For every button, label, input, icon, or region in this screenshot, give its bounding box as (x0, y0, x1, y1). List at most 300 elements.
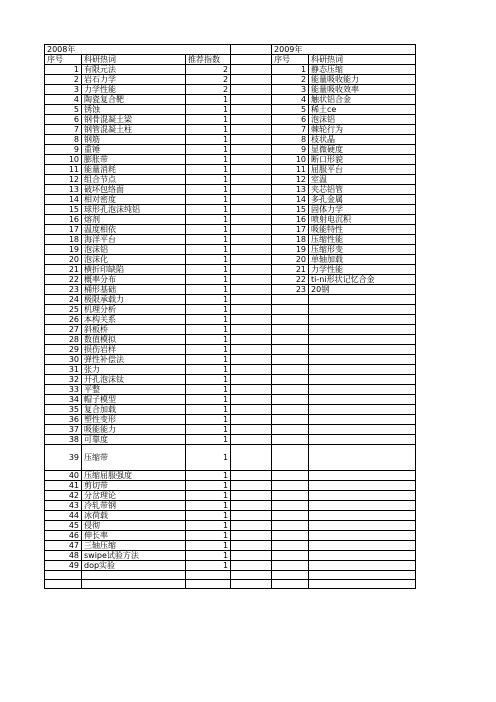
row-seq-right (272, 471, 309, 481)
row-score-left: 1 (186, 215, 231, 225)
row-term-left: 剪切带 (82, 481, 186, 491)
spacer-cell (231, 205, 272, 215)
row-seq-left: 9 (45, 145, 82, 155)
row-seq-right (272, 580, 309, 589)
row-term-right: 喷射电沉积 (309, 215, 416, 225)
row-seq-left: 26 (45, 315, 82, 325)
spacer-cell (231, 521, 272, 531)
spacer-cell (231, 215, 272, 225)
row-seq-right (272, 415, 309, 425)
spacer-cell (231, 145, 272, 155)
row-term-left: 分岔理论 (82, 491, 186, 501)
table-row (45, 275, 416, 285)
row-term-right (309, 425, 416, 435)
row-seq-left: 30 (45, 355, 82, 365)
spacer-cell (231, 571, 272, 580)
table-row (45, 205, 416, 215)
table-row (45, 580, 416, 589)
spacer-cell (231, 245, 272, 255)
row-term-right: 静态压缩 (309, 65, 416, 75)
row-score-left: 1 (186, 195, 231, 205)
row-term-right: 20钢 (309, 285, 416, 295)
table-row (45, 255, 416, 265)
row-term-left: 开孔泡沫钛 (82, 375, 186, 385)
row-seq-left: 21 (45, 265, 82, 275)
row-seq-right: 8 (272, 135, 309, 145)
table-row (45, 471, 416, 481)
row-score-left: 1 (186, 345, 231, 355)
row-score-left: 1 (186, 521, 231, 531)
table-row (45, 345, 416, 355)
row-term-left: 吸能能力 (82, 425, 186, 435)
spacer-cell (231, 501, 272, 511)
row-seq-left: 17 (45, 225, 82, 235)
row-score-left: 1 (186, 125, 231, 135)
row-seq-left: 19 (45, 245, 82, 255)
row-term-right (309, 445, 416, 471)
table-row (45, 155, 416, 165)
spacer-cell (231, 95, 272, 105)
row-score-left: 1 (186, 425, 231, 435)
spacer-cell (231, 235, 272, 245)
row-term-right (309, 315, 416, 325)
table-row (45, 551, 416, 561)
row-term-right (309, 405, 416, 415)
row-score-left: 1 (186, 551, 231, 561)
row-seq-right: 16 (272, 215, 309, 225)
table-row (45, 235, 416, 245)
row-seq-left: 38 (45, 435, 82, 445)
row-term-right (309, 551, 416, 561)
spacer-cell (231, 305, 272, 315)
spacer-cell (231, 315, 272, 325)
row-score-left: 1 (186, 561, 231, 571)
row-seq-right: 21 (272, 265, 309, 275)
row-seq-left: 10 (45, 155, 82, 165)
spacer-cell (231, 85, 272, 95)
row-term-left: 压缩屈服强度 (82, 471, 186, 481)
row-seq-right: 18 (272, 235, 309, 245)
row-seq-left: 24 (45, 295, 82, 305)
row-seq-left: 46 (45, 531, 82, 541)
row-term-right (309, 511, 416, 521)
row-term-right: ti-ni形状记忆合金 (309, 275, 416, 285)
row-score-left (186, 580, 231, 589)
row-seq-left: 8 (45, 135, 82, 145)
row-score-left: 1 (186, 541, 231, 551)
row-score-left: 1 (186, 435, 231, 445)
table-row (45, 175, 416, 185)
table-row (45, 541, 416, 551)
row-score-left: 1 (186, 155, 231, 165)
row-seq-left: 4 (45, 95, 82, 105)
row-term-left: 塑性变形 (82, 415, 186, 425)
table-row (45, 435, 416, 445)
spacer-cell (231, 105, 272, 115)
row-score-left: 1 (186, 501, 231, 511)
spacer-cell (231, 551, 272, 561)
spacer-cell (231, 185, 272, 195)
col-term-left: 科研热词 (82, 55, 186, 65)
row-term-right: 触状铝合金 (309, 95, 416, 105)
spacer-cell (231, 435, 272, 445)
row-seq-left: 22 (45, 275, 82, 285)
table-row (45, 295, 416, 305)
table-row (45, 415, 416, 425)
table-row (45, 145, 416, 155)
spacer-cell (231, 481, 272, 491)
table-row (45, 195, 416, 205)
row-seq-right: 12 (272, 175, 309, 185)
table-row (45, 501, 416, 511)
row-seq-right (272, 521, 309, 531)
row-term-right (309, 580, 416, 589)
table-row (45, 115, 416, 125)
table-row (45, 285, 416, 295)
header-row (45, 55, 416, 65)
row-term-left: 膨胀带 (82, 155, 186, 165)
row-seq-right: 13 (272, 185, 309, 195)
spacer-cell (231, 55, 272, 65)
table-row (45, 265, 416, 275)
row-seq-right: 19 (272, 245, 309, 255)
row-score-left: 1 (186, 395, 231, 405)
row-term-left (82, 571, 186, 580)
row-seq-right: 23 (272, 285, 309, 295)
table-row (45, 325, 416, 335)
row-term-right: 稀土ce (309, 105, 416, 115)
row-term-left: swipe试验方法 (82, 551, 186, 561)
keyword-sheet (44, 44, 415, 589)
spacer-cell (231, 155, 272, 165)
row-term-left: 组合节点 (82, 175, 186, 185)
spacer-cell (231, 580, 272, 589)
row-score-left: 1 (186, 275, 231, 285)
row-seq-right (272, 551, 309, 561)
row-score-left: 1 (186, 105, 231, 115)
spacer-cell (231, 425, 272, 435)
row-term-left: 平整 (82, 385, 186, 395)
row-term-left: 海洋平台 (82, 235, 186, 245)
row-seq-left: 33 (45, 385, 82, 395)
table-row (45, 531, 416, 541)
spacer-cell (231, 65, 272, 75)
spacer-cell (231, 385, 272, 395)
spacer-cell (231, 395, 272, 405)
row-term-left: 本构关系 (82, 315, 186, 325)
row-term-left: 弹性补偿法 (82, 355, 186, 365)
row-term-left: 压缩带 (82, 445, 186, 471)
row-score-left: 1 (186, 375, 231, 385)
row-term-left: 概率分布 (82, 275, 186, 285)
row-seq-left: 18 (45, 235, 82, 245)
table-row (45, 521, 416, 531)
spacer-cell (231, 491, 272, 501)
table-row (45, 405, 416, 415)
row-score-left: 1 (186, 405, 231, 415)
row-term-left: 岩石力学 (82, 75, 186, 85)
spacer-cell (231, 115, 272, 125)
row-score-left: 1 (186, 415, 231, 425)
row-term-left: 冷轧带钢 (82, 501, 186, 511)
spacer-cell (231, 195, 272, 205)
row-term-right (309, 571, 416, 580)
row-score-left: 1 (186, 165, 231, 175)
row-score-left: 1 (186, 115, 231, 125)
row-term-right (309, 345, 416, 355)
row-seq-right (272, 365, 309, 375)
row-term-left: 相对密度 (82, 195, 186, 205)
row-term-right (309, 385, 416, 395)
spacer-cell (231, 415, 272, 425)
row-seq-right (272, 501, 309, 511)
row-seq-right (272, 305, 309, 315)
table-row (45, 105, 416, 115)
row-score-left: 1 (186, 185, 231, 195)
row-seq-left: 49 (45, 561, 82, 571)
row-seq-right: 14 (272, 195, 309, 205)
spacer-cell (231, 365, 272, 375)
row-term-left: 斜板桥 (82, 325, 186, 335)
row-seq-left: 16 (45, 215, 82, 225)
row-seq-left: 40 (45, 471, 82, 481)
row-seq-right (272, 325, 309, 335)
row-term-left: dop实验 (82, 561, 186, 571)
row-term-left: 有限元法 (82, 65, 186, 75)
row-score-left (186, 571, 231, 580)
row-score-left: 1 (186, 205, 231, 215)
row-term-left: 钢骨混凝土梁 (82, 115, 186, 125)
row-seq-left: 48 (45, 551, 82, 561)
row-score-left: 1 (186, 355, 231, 365)
row-seq-right (272, 445, 309, 471)
row-term-left: 损伤岩样 (82, 345, 186, 355)
row-seq-right (272, 541, 309, 551)
col-seq-left: 序号 (45, 55, 82, 65)
row-seq-left: 25 (45, 305, 82, 315)
row-term-left: 破坏包络面 (82, 185, 186, 195)
spacer-cell (231, 471, 272, 481)
row-seq-left: 39 (45, 445, 82, 471)
row-seq-right (272, 375, 309, 385)
row-seq-left: 23 (45, 285, 82, 295)
row-seq-right: 6 (272, 115, 309, 125)
col-index-left: 推荐指数 (186, 55, 231, 65)
row-score-left: 2 (186, 75, 231, 85)
row-score-left: 1 (186, 365, 231, 375)
row-term-left: 横折印缺陷 (82, 265, 186, 275)
row-term-right: 力学性能 (309, 265, 416, 275)
table-row (45, 225, 416, 235)
year-left: 2008年 (45, 45, 231, 55)
row-score-left: 1 (186, 511, 231, 521)
row-score-left: 1 (186, 285, 231, 295)
row-term-right: 断口形貌 (309, 155, 416, 165)
row-seq-left: 47 (45, 541, 82, 551)
row-seq-right (272, 561, 309, 571)
table-row (45, 315, 416, 325)
spacer-cell (231, 75, 272, 85)
row-term-left: 可靠度 (82, 435, 186, 445)
row-score-left: 1 (186, 335, 231, 345)
row-term-right (309, 521, 416, 531)
row-term-right: 显微硬度 (309, 145, 416, 155)
row-score-left: 2 (186, 85, 231, 95)
row-term-left: 钢管混凝土柱 (82, 125, 186, 135)
row-seq-left (45, 571, 82, 580)
row-seq-left: 34 (45, 395, 82, 405)
row-term-right (309, 325, 416, 335)
row-seq-left (45, 580, 82, 589)
row-score-left: 1 (186, 135, 231, 145)
row-seq-left: 7 (45, 125, 82, 135)
row-seq-right (272, 435, 309, 445)
row-seq-right: 22 (272, 275, 309, 285)
spacer-cell (231, 531, 272, 541)
row-seq-left: 44 (45, 511, 82, 521)
row-term-left: 极限承载力 (82, 295, 186, 305)
row-seq-left: 20 (45, 255, 82, 265)
row-score-left: 1 (186, 235, 231, 245)
row-seq-left: 37 (45, 425, 82, 435)
row-seq-left: 3 (45, 85, 82, 95)
row-seq-right: 1 (272, 65, 309, 75)
year-right: 2009年 (272, 45, 416, 55)
row-term-right (309, 471, 416, 481)
spacer-cell (231, 285, 272, 295)
row-term-left: 机理分析 (82, 305, 186, 315)
table-row (45, 95, 416, 105)
row-seq-right: 17 (272, 225, 309, 235)
row-term-left: 侵彻 (82, 521, 186, 531)
spacer-cell (231, 135, 272, 145)
row-seq-right: 11 (272, 165, 309, 175)
row-term-right: 吸能特性 (309, 225, 416, 235)
row-term-left: 温度相依 (82, 225, 186, 235)
row-seq-right (272, 385, 309, 395)
row-seq-left: 45 (45, 521, 82, 531)
row-seq-left: 6 (45, 115, 82, 125)
spacer-cell (231, 125, 272, 135)
row-seq-left: 2 (45, 75, 82, 85)
row-term-left: 锈蚀 (82, 105, 186, 115)
row-seq-right (272, 425, 309, 435)
row-term-right (309, 531, 416, 541)
row-term-right (309, 365, 416, 375)
row-term-right (309, 491, 416, 501)
spacer-cell (231, 295, 272, 305)
row-term-right: 多孔金属 (309, 195, 416, 205)
row-term-right: 棘轮行为 (309, 125, 416, 135)
row-term-right: 能量吸收能力 (309, 75, 416, 85)
row-term-left: 数值模拟 (82, 335, 186, 345)
row-seq-right (272, 315, 309, 325)
row-seq-right: 20 (272, 255, 309, 265)
row-seq-right (272, 295, 309, 305)
row-score-left: 1 (186, 315, 231, 325)
row-seq-left: 41 (45, 481, 82, 491)
keyword-table (44, 44, 416, 589)
col-term-right: 科研热词 (309, 55, 416, 65)
row-term-right (309, 305, 416, 315)
row-term-right: 压缩性能 (309, 235, 416, 245)
row-seq-left: 35 (45, 405, 82, 415)
spacer-cell (231, 355, 272, 365)
row-score-left: 1 (186, 245, 231, 255)
table-row (45, 445, 416, 471)
row-seq-left: 12 (45, 175, 82, 185)
row-seq-right: 4 (272, 95, 309, 105)
row-term-right: 能量吸收效率 (309, 85, 416, 95)
row-score-left: 1 (186, 265, 231, 275)
table-row (45, 125, 416, 135)
row-score-left: 1 (186, 255, 231, 265)
row-term-right: 屈服平台 (309, 165, 416, 175)
row-score-left: 1 (186, 531, 231, 541)
row-term-right (309, 355, 416, 365)
row-term-right (309, 501, 416, 511)
spacer-cell (231, 511, 272, 521)
row-score-left: 1 (186, 325, 231, 335)
table-row (45, 335, 416, 345)
table-row (45, 75, 416, 85)
row-seq-right: 9 (272, 145, 309, 155)
row-term-left: 泡沫铝 (82, 245, 186, 255)
spacer-cell (231, 561, 272, 571)
table-row (45, 375, 416, 385)
row-seq-right (272, 405, 309, 415)
row-seq-left: 42 (45, 491, 82, 501)
row-score-left: 1 (186, 471, 231, 481)
table-row (45, 511, 416, 521)
row-term-left: 钢筋 (82, 135, 186, 145)
spacer-cell (231, 445, 272, 471)
spacer-cell (231, 165, 272, 175)
row-term-right (309, 481, 416, 491)
row-seq-left: 29 (45, 345, 82, 355)
row-term-left: 复合加载 (82, 405, 186, 415)
table-row (45, 245, 416, 255)
row-seq-right: 15 (272, 205, 309, 215)
row-term-left: 帽子模型 (82, 395, 186, 405)
row-term-left: 熔剂 (82, 215, 186, 225)
row-term-right: 压缩形变 (309, 245, 416, 255)
table-row (45, 395, 416, 405)
table-row (45, 355, 416, 365)
row-term-right: 固体力学 (309, 205, 416, 215)
row-term-left: 伸长率 (82, 531, 186, 541)
row-seq-right: 7 (272, 125, 309, 135)
table-row (45, 561, 416, 571)
table-row (45, 491, 416, 501)
row-term-right (309, 395, 416, 405)
row-seq-right (272, 491, 309, 501)
table-row (45, 85, 416, 95)
spacer-cell (231, 335, 272, 345)
spacer-cell (231, 175, 272, 185)
row-term-right: 泡沫铝 (309, 115, 416, 125)
row-seq-left: 28 (45, 335, 82, 345)
spacer-cell (231, 375, 272, 385)
row-seq-left: 36 (45, 415, 82, 425)
row-term-left: 力学性能 (82, 85, 186, 95)
row-seq-right (272, 345, 309, 355)
row-seq-left: 11 (45, 165, 82, 175)
spacer-cell (231, 345, 272, 355)
spacer-cell (231, 405, 272, 415)
row-score-left: 1 (186, 225, 231, 235)
col-seq-right: 序号 (272, 55, 309, 65)
